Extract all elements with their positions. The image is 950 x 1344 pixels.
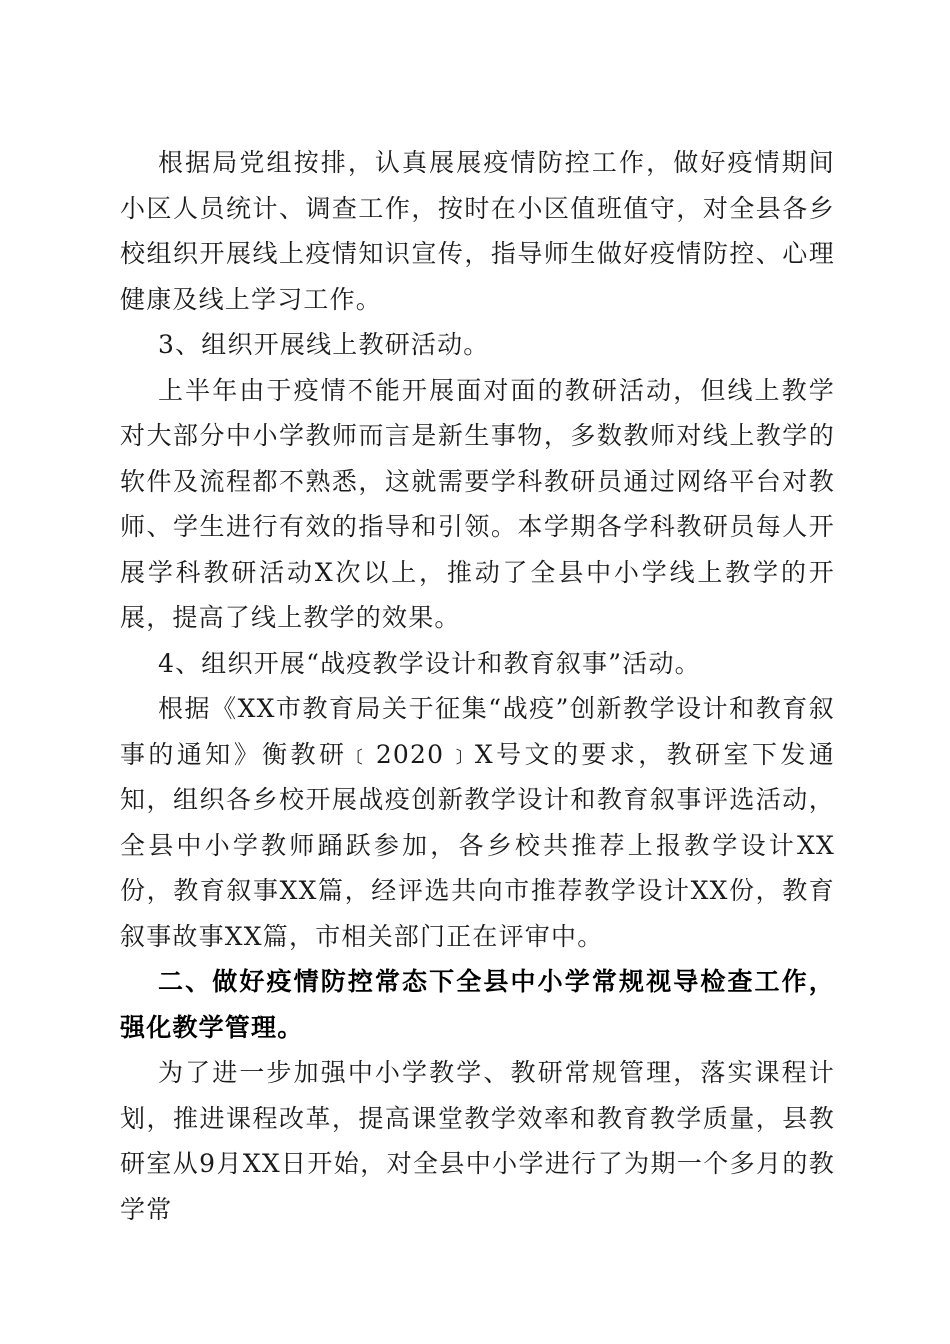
paragraph-teaching-design-activity: 根据《XX市教育局关于征集“战疫”创新教学设计和教育叙事的通知》衡教研﹝2020﹞X号文的要求，教研室下发通知，组织各乡校开展战疫创新教学设计和教育叙事评选活动，全县中小学教师踊跃参加，各乡校共推荐上报教学设计XX份，教育叙事XX篇，经评选共向市推荐教学设计XX份，教育叙事故事XX篇，市相关部门正在评审中。: [120, 694, 835, 951]
paragraph-epidemic-prevention: 根据局党组按排，认真展展疫情防控工作，做好疫情期间小区人员统计、调查工作，按时在小区值班值守，对全县各乡校组织开展线上疫情知识宣传，指导师生做好疫情防控、心理健康及线上学习工作。: [120, 148, 835, 314]
paragraph-routine-inspection: 为了进一步加强中小学教学、教研常规管理，落实课程计划，推进课程改革，提高课堂教学效率和教育教学质量，县教研室从9月XX日开始，对全县中小学进行了为期一个多月的教学常: [120, 1058, 835, 1224]
section-heading-routine-inspection: 二、做好疫情防控常态下全县中小学常规视导检查工作，强化教学管理。: [120, 967, 835, 1042]
paragraph-online-research: 上半年由于疫情不能开展面对面的教研活动，但线上教学对大部分中小学教师而言是新生事物，多数教师对线上教学的软件及流程都不熟悉，这就需要学科教研员通过网络平台对教师、学生进行有效的指导和引领。本学期各学科教研员每人开展学科教研活动X次以上，推动了全县中小学线上教学的开展，提高了线上教学的效果。: [120, 375, 835, 632]
document-body: [120, 140, 835, 1232]
subheading-online-research: 3、组织开展线上教研活动。: [158, 330, 490, 359]
subheading-teaching-design-activity: 4、组织开展“战疫教学设计和教育叙事”活动。: [158, 648, 701, 678]
